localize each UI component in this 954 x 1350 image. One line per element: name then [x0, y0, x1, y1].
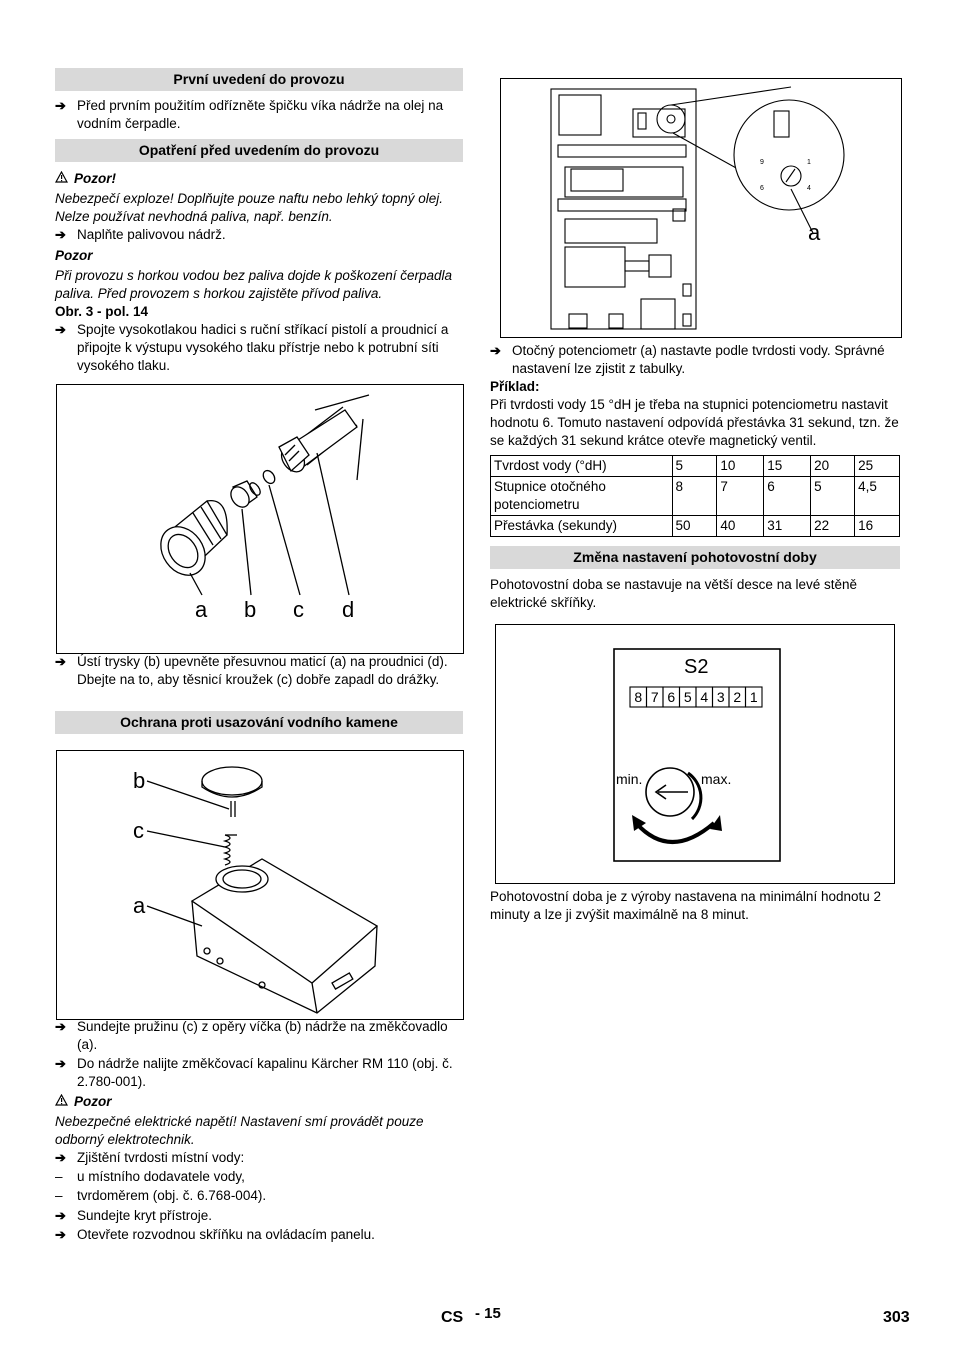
dial-mark-1: 1: [807, 159, 811, 166]
fig1-label-c: c: [293, 597, 304, 622]
table-cell: 50: [672, 516, 717, 537]
table-cell: 25: [855, 456, 900, 477]
section-heading-descaling: Ochrana proti usazování vodního kamene: [55, 711, 463, 734]
fig3-label-a: a: [808, 220, 821, 245]
warning-title-text: Pozor!: [74, 171, 116, 186]
footer-language: CS: [441, 1309, 464, 1326]
list-item-supplier: – u místního dodavatele vody,: [55, 1168, 463, 1186]
warning-triangle-icon: [55, 1093, 68, 1111]
fig2-label-b: b: [133, 768, 146, 793]
nozzle-assembly-drawing: [57, 385, 463, 653]
table-row: [491, 477, 900, 516]
instruction-cut-tip: ➔ Před prvním použitím odřízněte špičku víka nádrže na olej na vodním čerpadle.: [55, 97, 463, 133]
figure-softener-tank: [56, 750, 464, 1020]
warning-title-2: [55, 1093, 463, 1111]
table-cell: 31: [764, 516, 811, 537]
dip-switch-digit: 1: [749, 689, 758, 705]
dip-switch-digit: 7: [650, 689, 659, 705]
table-cell: 5: [672, 456, 717, 477]
s2-switch-drawing: [496, 625, 894, 883]
footer-page-number: 303: [883, 1309, 910, 1326]
note-text-fuel-pump: Při provozu s horkou vodou bez paliva dojde k poškození čerpadla paliva. Před provozem s horkou zajistěte přívod paliva.: [55, 268, 452, 301]
water-hardness-table: [490, 455, 900, 537]
table-cell: 40: [717, 516, 764, 537]
dip-switch-digit: 8: [634, 689, 643, 705]
table-cell: 15: [764, 456, 811, 477]
dip-switch-digit: 4: [700, 689, 709, 705]
dip-switch-digit: 6: [667, 689, 676, 705]
s2-max-label: max.: [701, 771, 732, 787]
table-cell: 5: [811, 477, 855, 516]
table-cell: Tvrdost vody (°dH): [491, 456, 673, 477]
instruction-open-box: ➔ Otevřete rozvodnou skříňku na ovládacím panelu.: [55, 1226, 463, 1244]
instruction-set-potentiometer: ➔ Otočný potenciometr (a) nastavte podle tvrdosti vody. Správné nastavení lze zjistit z tabulky.: [490, 342, 900, 378]
table-cell: Stupnice otočného potenciometru: [491, 477, 673, 516]
table-cell: 4,5: [855, 477, 900, 516]
instruction-fill-tank: ➔ Naplňte palivovou nádrž.: [55, 226, 463, 244]
table-cell: 10: [717, 456, 764, 477]
figure-reference: Obr. 3 - pol. 14: [55, 304, 149, 319]
figure-nozzle-assembly: [56, 384, 464, 654]
figure-s2-switch: [495, 624, 895, 884]
table-cell: 6: [764, 477, 811, 516]
table-cell: Přestávka (sekundy): [491, 516, 673, 537]
footer-local-page: - 15: [475, 1305, 501, 1322]
fig2-label-a: a: [133, 893, 146, 918]
fig1-label-d: d: [342, 597, 355, 622]
instruction-remove-cover: ➔ Sundejte kryt přístroje.: [55, 1207, 463, 1225]
dial-mark-4: 4: [807, 185, 811, 192]
softener-tank-drawing: [57, 751, 463, 1019]
instruction-fasten-nozzle: ➔ Ústí trysky (b) upevněte přesuvnou maticí (a) na proudnici (d). Dbejte na to, aby těsnicí kroužek (c) dobře zapadl do drážky.: [55, 653, 463, 689]
instruction-remove-spring: ➔ Sundejte pružinu (c) z opěry víčka (b) nádrže na změkčovadlo (a).: [55, 1018, 463, 1054]
warning-title-text: Pozor: [74, 1094, 112, 1109]
warning-title-1: [55, 170, 463, 188]
table-cell: 7: [717, 477, 764, 516]
section-heading-standby-time: Změna nastavení pohotovostní doby: [490, 546, 900, 569]
table-row: [491, 516, 900, 537]
dip-switch-digit: 2: [733, 689, 742, 705]
dial-mark-9: 9: [760, 159, 764, 166]
fig1-label-a: a: [195, 597, 208, 622]
instruction-connect-hose: ➔ Spojte vysokotlakou hadici s ruční stříkací pistolí a proudnicí a připojte k výstupu vysokého tlaku přístrje nebo k potrubní síti vysokého tlaku.: [55, 321, 463, 375]
figure-circuit-board: [500, 78, 902, 338]
dial-mark-6: 6: [760, 185, 764, 192]
warning-triangle-icon: [55, 170, 68, 188]
fig1-label-b: b: [244, 597, 257, 622]
dip-switch-digit: 3: [716, 689, 725, 705]
table-cell: 22: [811, 516, 855, 537]
instruction-water-hardness: ➔ Zjištění tvrdosti místní vody:: [55, 1149, 463, 1167]
standby-default-text: Pohotovostní doba je z výroby nastavena na minimální hodnotu 2 minuty a lze ji zvýšit maximálně na 8 minut.: [490, 889, 881, 922]
circuit-board-drawing: [501, 79, 901, 337]
s2-min-label: min.: [616, 771, 643, 787]
s2-title: S2: [684, 656, 709, 678]
warning-text-voltage: Nebezpečné elektrické napětí! Nastavení smí provádět pouze odborný elektrotechnik.: [55, 1114, 424, 1147]
list-item-tester: – tvrdoměrem (obj. č. 6.768-004).: [55, 1187, 463, 1205]
note-title: Pozor: [55, 248, 93, 263]
table-cell: 16: [855, 516, 900, 537]
table-cell: 8: [672, 477, 717, 516]
table-row: [491, 456, 900, 477]
example-text: Při tvrdosti vody 15 °dH je třeba na stupnici potenciometru nastavit hodnotu 6. Tomuto nastavení odpovídá přestávka 31 sekund, tzn. že se každých 31 sekund krátce otevře magnetický ventil.: [490, 397, 899, 448]
standby-location-text: Pohotovostní doba se nastavuje na větší desce na levé stěně elektrické skříňky.: [490, 577, 857, 610]
table-cell: 20: [811, 456, 855, 477]
dip-switch-digit: 5: [683, 689, 692, 705]
section-heading-precautions: Opatření před uvedením do provozu: [55, 139, 463, 162]
section-heading-first-start: První uvedení do provozu: [55, 68, 463, 91]
example-title: Příklad:: [490, 379, 540, 394]
fig2-label-c: c: [133, 818, 144, 843]
instruction-pour-liquid: ➔ Do nádrže nalijte změkčovací kapalinu Kärcher RM 110 (obj. č. 2.780-001).: [55, 1055, 463, 1091]
warning-text-explosion: Nebezpečí exploze! Doplňujte pouze naftu nebo lehký topný olej. Nelze používat nevhodná paliva, např. benzín.: [55, 191, 444, 224]
